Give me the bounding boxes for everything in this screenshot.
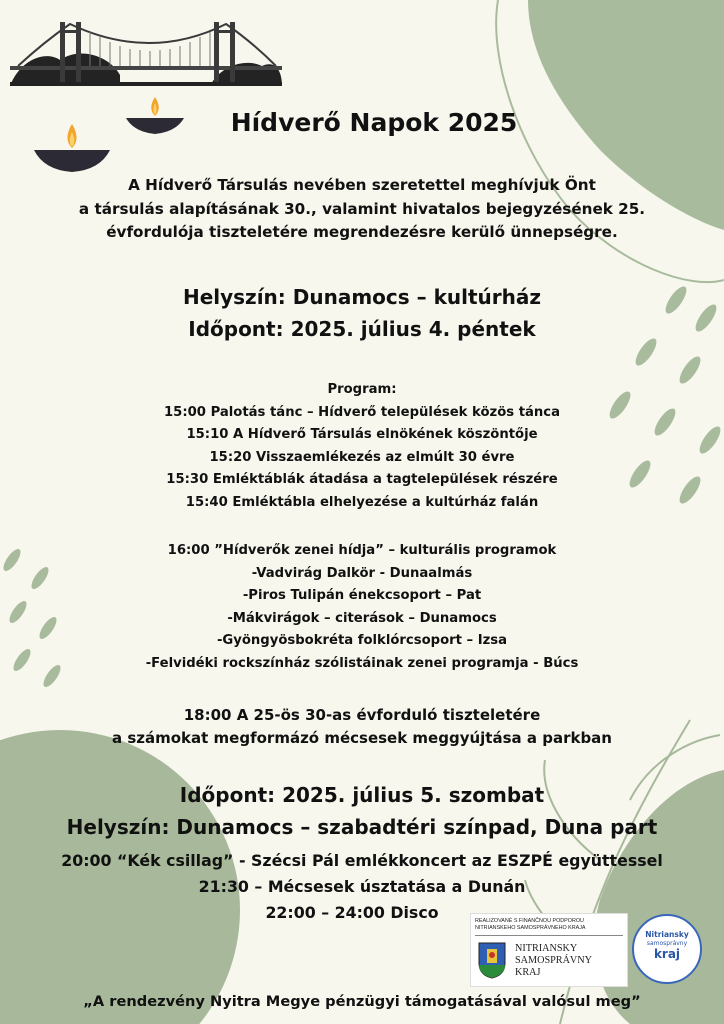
intro-line: évfordulója tiszteletére megrendezésre kerülő ünnepségre. [106,223,618,241]
evening-line: a számokat megformázó mécsesek meggyújtása a parkban [112,729,612,747]
crest-icon [477,941,507,979]
cultural-item: 16:00 ”Hídverők zenei hídja” – kulturális programok [167,543,557,558]
intro-line: A Hídverő Társulás nevében szeretettel meghívjuk Önt [128,176,596,194]
intro-line: a társulás alapításának 30., valamint hivatalos bejegyzésének 25. [78,199,646,218]
sponsor-name: NITRIANSKY SAMOSPRÁVNY KRAJ [515,943,592,978]
cultural-item: -Felvidéki rockszínház szólistáinak zenei programja - Búcs [145,655,579,671]
day2-item: 22:00 – 24:00 Disco [265,903,439,922]
program-item: 15:00 Palotás tánc – Hídverő települések közös tánca [164,404,560,420]
sponsor-caption: REALIZOVANÉ S FINANČNOU PODPOROU NITRIANSKEHO SAMOSPRÁVNEHO KRAJA [475,918,586,931]
intro-text [0,174,724,245]
day2-location: Helyszín: Dunamocs – szabadtéri színpad, Duna part [66,815,658,839]
cultural-item: -Gyöngyösbokréta folklórcsoport – Izsa [216,633,508,649]
day1-date: Időpont: 2025. július 4. péntek [188,317,536,341]
logo-line: samosprávny [646,940,688,947]
footer-note: „A rendezvény Nyitra Megye pénzügyi támogatásával valósul meg” [83,993,641,1010]
program-item: 15:10 A Hídverő Társulás elnökének köszöntője [186,427,538,443]
logo-line: kraj [653,947,681,961]
day2-item: 20:00 “Kék csillag” - Szécsi Pál emlékkoncert az ESZPÉ együttessel [61,851,663,870]
cultural-item: -Piros Tulipán énekcsoport – Pat [242,588,482,604]
program-item: 15:30 Emléktáblák átadása a tagtelepülések részére [166,472,558,488]
program-list [0,379,724,515]
cultural-item: -Vadvirág Dalkör - Dunaalmás [251,565,473,581]
page-title: Hídverő Napok 2025 [230,108,518,137]
day1-location: Helyszín: Dunamocs – kultúrház [182,285,542,309]
evening-line: 18:00 A 25-ös 30-as évforduló tiszteletére [183,706,541,724]
program-item: 15:40 Emléktábla elhelyezése a kultúrház falán [185,494,539,510]
sponsor-divider [475,935,623,936]
day2-date: Időpont: 2025. július 5. szombat [179,783,545,807]
day2-item: 21:30 – Mécsesek úsztatása a Dunán [198,877,526,896]
evening-program [0,704,724,750]
sponsor-logo-box [470,913,628,987]
program-item: 15:20 Visszaemlékezés az elmúlt 30 évre [209,449,515,465]
logo-line: Nitriansky [645,930,689,939]
cultural-program-list [0,540,724,676]
cultural-item: -Mákvirágok – citerások – Dunamocs [227,610,497,626]
program-heading: Program: [327,382,397,397]
nitra-region-logo [632,914,702,984]
